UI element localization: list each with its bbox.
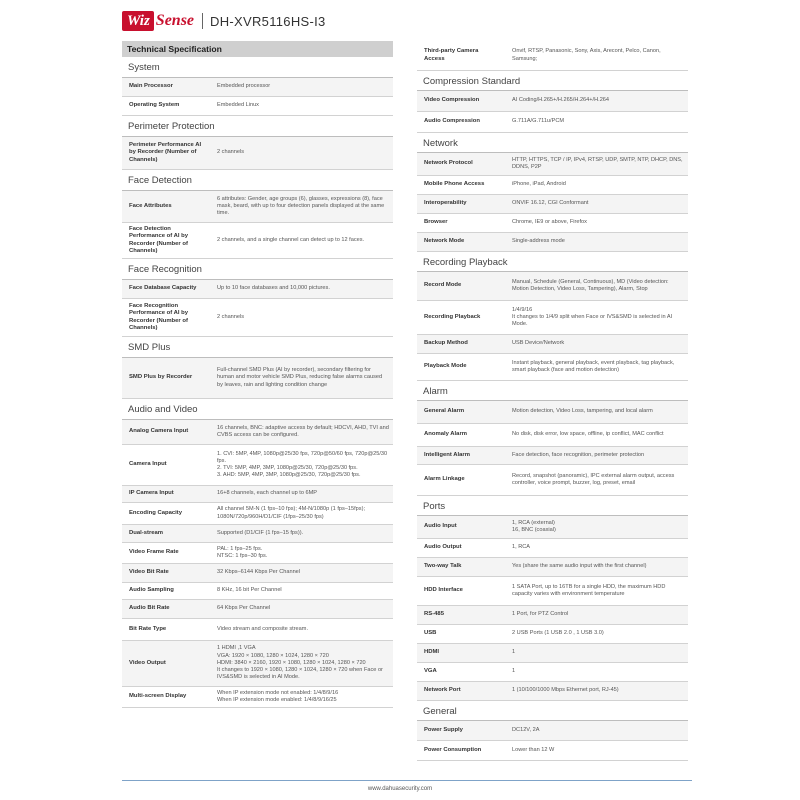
spec-row	[417, 272, 688, 301]
spec-key: HDMI	[424, 649, 440, 656]
spec-key: Network Port	[424, 687, 461, 694]
section-title: Face Recognition	[122, 259, 393, 280]
spec-value: 2 channels, and a single channel can detect up to 12 faces.	[217, 236, 365, 243]
spec-section	[417, 71, 688, 133]
section-title: Compression Standard	[417, 71, 688, 91]
spec-key: SMD Plus by Recorder	[129, 374, 193, 381]
spec-value: 6 attributes: Gender, age groups (6), glasses, expressions (8), face mask, beard, with up to four detection panels displayed at the same time.	[217, 195, 385, 217]
spec-value: USB Device/Network	[512, 340, 565, 347]
spec-row	[417, 214, 688, 233]
right-column	[417, 41, 688, 761]
spec-key: HDD Interface	[424, 587, 463, 594]
spec-value: Single-address mode	[512, 238, 565, 245]
spec-key: Operating System	[129, 102, 180, 109]
section-title: System	[122, 57, 393, 78]
spec-value: Lower than 12 W	[512, 746, 555, 753]
spec-value: 2 USB Ports (1 USB 2.0 , 1 USB 3.0)	[512, 630, 604, 637]
spec-row	[122, 97, 393, 116]
spec-row	[122, 525, 393, 543]
spec-key: Analog Camera Input	[129, 428, 189, 435]
spec-value: 2 channels	[217, 149, 245, 156]
spec-row	[122, 78, 393, 97]
spec-row	[417, 644, 688, 663]
spec-row	[122, 223, 393, 259]
spec-value: Onvif, RTSP, Panasonic, Sony, Axis, Arecont, Pelco, Canon, Samsung;	[512, 48, 661, 62]
spec-key: Alarm Linkage	[424, 476, 465, 483]
spec-key: Intelligent Alarm	[424, 451, 470, 458]
spec-key: Power Supply	[424, 726, 463, 733]
spec-value: Record, snapshot (panoramic), IPC external alarm output, access controller, voice prompt, buzzer, log, preset, email	[512, 472, 675, 486]
logo-wiz: Wiz	[122, 11, 154, 31]
spec-value: 2 channels	[217, 313, 245, 320]
spec-value: ONVIF 16.12, CGI Conformant	[512, 200, 589, 207]
header-divider	[202, 13, 203, 29]
spec-row	[417, 424, 688, 447]
spec-key: Video Compression	[424, 97, 480, 104]
spec-key: Multi-screen Display	[129, 693, 187, 700]
spec-key: Playback Mode	[424, 363, 467, 370]
spec-value: 1 Port, for PTZ Control	[512, 611, 569, 618]
spec-row	[417, 112, 688, 133]
spec-value: PAL: 1 fps–25 fps. NTSC: 1 fps–30 fps.	[217, 545, 268, 559]
spec-value: 1	[512, 649, 516, 656]
logo-sense: Sense	[155, 12, 195, 29]
spec-key: Video Frame Rate	[129, 549, 179, 556]
spec-row	[122, 564, 393, 583]
spec-value: Supported (D1/CIF (1 fps–15 fps)).	[217, 529, 304, 536]
spec-key: Record Mode	[424, 282, 462, 289]
spec-value: Motion detection, Video Loss, tampering, and local alarm	[512, 408, 653, 415]
spec-value: DC12V, 2A	[512, 726, 540, 733]
footer-url: www.dahuasecurity.com	[367, 786, 433, 792]
spec-value: Full-channel SMD Plus (AI by recorder), secondary filtering for human and motor vehicle SMD Plus, reducing false alarms caused by leaves, rain and lighting condition change	[217, 367, 383, 388]
spec-key: Browser	[424, 219, 448, 226]
section-title: General	[417, 701, 688, 721]
spec-value: Manual, Schedule (General, Continuous), MD (Video detection: Motion Detection, Video Loss, Tampering), Alarm, Stop	[512, 278, 669, 292]
section-title: Audio and Video	[122, 399, 393, 420]
spec-key: USB	[424, 630, 437, 637]
spec-section	[122, 57, 393, 116]
model-name: DH-XVR5116HS-I3	[210, 13, 326, 29]
spec-key: IP Camera Input	[129, 490, 174, 497]
spec-value: Face detection, face recognition, perimeter protection	[512, 451, 645, 458]
spec-section	[417, 381, 688, 496]
spec-row	[122, 358, 393, 399]
spec-key: Audio Sampling	[129, 587, 174, 594]
spec-value: Embedded Linux	[217, 102, 259, 109]
spec-value: Video stream and composite stream.	[217, 625, 308, 632]
spec-value: AI Coding/H.265+/H.265/H.264+/H.264	[512, 97, 610, 104]
section-title: Face Detection	[122, 170, 393, 191]
spec-value: 1 SATA Port, up to 16TB for a single HDD, the maximum HDD capacity varies with environment temperature	[512, 583, 666, 597]
spec-value: G.711A/G.711u/PCM	[512, 118, 565, 125]
spec-value: No disk, disk error, low space, offline, ip conflict, MAC conflict	[512, 431, 664, 438]
spec-section	[122, 259, 393, 337]
spec-value: 8 KHz, 16 bit Per Channel	[217, 587, 282, 594]
spec-row	[417, 41, 688, 71]
spec-row	[417, 176, 688, 195]
spec-row	[417, 741, 688, 761]
spec-row	[417, 682, 688, 701]
spec-row	[122, 420, 393, 445]
spec-section	[122, 170, 393, 259]
spec-key: Face Database Capacity	[129, 285, 197, 292]
main-heading: Technical Specification	[122, 41, 393, 57]
spec-key: Encoding Capacity	[129, 509, 183, 516]
spec-value: 32 Kbps–6144 Kbps Per Channel	[217, 569, 301, 576]
spec-row	[122, 641, 393, 687]
spec-key: Face Recognition Performance of AI by Recorder (Number of Channels)	[129, 303, 189, 331]
spec-value: HTTP, HTTPS, TCP / IP, IPv4, RTSP, UDP, SMTP, NTP, DHCP, DNS, DDNS, P2P	[512, 156, 683, 170]
spec-key: Power Consumption	[424, 746, 482, 753]
spec-key: Face Attributes	[129, 202, 172, 209]
spec-value: Yes (share the same audio input with the first channel)	[512, 563, 647, 570]
spec-key: Two-way Talk	[424, 563, 462, 570]
spec-value: 1	[512, 668, 516, 675]
spec-row	[122, 600, 393, 619]
spec-value: 16+8 channels, each channel up to 6MP	[217, 490, 317, 497]
section-title: SMD Plus	[122, 337, 393, 358]
spec-row	[417, 447, 688, 465]
spec-row	[122, 486, 393, 503]
spec-key: Audio Bit Rate	[129, 605, 170, 612]
spec-key: Bit Rate Type	[129, 625, 167, 632]
spec-row	[417, 606, 688, 625]
spec-section	[122, 337, 393, 399]
spec-value: 1, RCA	[512, 544, 531, 551]
spec-row	[417, 663, 688, 682]
spec-key: Dual-stream	[129, 529, 164, 536]
spec-key: Video Bit Rate	[129, 569, 169, 576]
spec-key: Video Output	[129, 659, 166, 666]
spec-key: Network Mode	[424, 238, 465, 245]
spec-value: Embedded processor	[217, 83, 271, 90]
spec-value: All channel 5M-N (1 fps–10 fps); 4M-N/1080p (1 fps–15fps); 1080N/720p/960H/D1/CIF (1fps–25/30 fps)	[217, 506, 365, 520]
footer-divider	[122, 780, 692, 781]
spec-key: Audio Output	[424, 544, 462, 551]
spec-row	[122, 191, 393, 223]
spec-row	[122, 503, 393, 525]
spec-row	[417, 465, 688, 496]
spec-key: Main Processor	[129, 83, 173, 90]
section-title: Recording Playback	[417, 252, 688, 272]
spec-row	[417, 401, 688, 424]
spec-value: 64 Kbps Per Channel	[217, 605, 271, 612]
spec-row	[417, 335, 688, 354]
spec-key: Anomaly Alarm	[424, 431, 467, 438]
spec-row	[417, 516, 688, 539]
spec-value: 1 (10/100/1000 Mbps Ethernet port, RJ-45)	[512, 687, 619, 694]
spec-row	[417, 195, 688, 214]
spec-key: Backup Method	[424, 340, 468, 347]
spec-row	[417, 539, 688, 558]
spec-key: Mobile Phone Access	[424, 181, 485, 188]
section-title: Network	[417, 133, 688, 153]
spec-row	[122, 543, 393, 564]
spec-value: 1 HDMI ,1 VGA VGA: 1920 × 1080, 1280 × 1024, 1280 × 720 HDMI: 3840 × 2160, 1920 × 1080, 1280 × 1024, 1280 × 720 It changes to 1920 × 1080, 1280 × 1024, 1280 × 720 when Face or IVS&SMD is selected in AI Mode.	[217, 645, 383, 681]
spec-value: Up to 10 face databases and 10,000 pictures.	[217, 285, 330, 292]
spec-section	[417, 701, 688, 761]
spec-section	[122, 116, 393, 170]
spec-value: 16 channels, BNC: adaptive access by default; HDCVI, AHD, TVI and CVBS access can be configured.	[217, 424, 389, 438]
spec-value: 1, RCA (external) 16, BNC (coaxial)	[512, 519, 556, 533]
spec-row	[417, 354, 688, 381]
spec-key: Third-party Camera Access	[424, 48, 479, 62]
spec-value: 1/4/9/16 It changes to 1/4/9 split when Face or IVS&SMD is selected in AI Mode.	[512, 306, 673, 328]
spec-row	[122, 280, 393, 299]
spec-key: Audio Input	[424, 523, 457, 530]
spec-row	[122, 445, 393, 486]
section-title: Ports	[417, 496, 688, 516]
spec-key: Face Detection Performance of AI by Recorder (Number of Channels)	[129, 226, 189, 254]
spec-key: General Alarm	[424, 408, 465, 415]
spec-value: Chrome, IE9 or above, Firefox	[512, 219, 587, 226]
left-column	[122, 41, 393, 708]
spec-key: Camera Input	[129, 461, 167, 468]
spec-row	[417, 233, 688, 252]
spec-row	[417, 153, 688, 176]
spec-section	[417, 252, 688, 381]
spec-row	[122, 687, 393, 708]
spec-value: 1. CVI: 5MP, 4MP, 1080p@25/30 fps, 720p@50/60 fps, 720p@25/30 fps. 2. TVI: 5MP, 4MP, 3MP, 1080p@25/30, 720p@25/30 fps. 3. AHD: 5MP, 4MP, 3MP, 1080p@25/30, 720p@25/30 fps.	[217, 450, 388, 479]
spec-row	[417, 721, 688, 741]
spec-key: VGA	[424, 668, 437, 675]
spec-key: Interoperability	[424, 200, 467, 207]
spec-row	[122, 137, 393, 170]
spec-section	[417, 496, 688, 701]
spec-row	[417, 625, 688, 644]
spec-row	[417, 301, 688, 335]
spec-row	[122, 583, 393, 600]
spec-row	[122, 619, 393, 641]
spec-section	[417, 133, 688, 252]
spec-row	[417, 577, 688, 606]
spec-section	[122, 399, 393, 708]
spec-key: Network Protocol	[424, 160, 473, 167]
section-title: Alarm	[417, 381, 688, 401]
spec-key: RS-485	[424, 611, 444, 618]
spec-value: iPhone, iPad, Android	[512, 181, 566, 188]
spec-value: Instant playback, general playback, event playback, tag playback, smart playback (face and motion detection)	[512, 359, 675, 373]
spec-row	[417, 91, 688, 112]
spec-key: Perimeter Performance AI by Recorder (Number of Channels)	[129, 142, 202, 163]
spec-key: Audio Compression	[424, 118, 480, 125]
spec-row	[122, 299, 393, 337]
spec-row	[417, 558, 688, 577]
section-title: Perimeter Protection	[122, 116, 393, 137]
brand-logo	[122, 10, 194, 32]
spec-key: Recording Playback	[424, 313, 481, 320]
spec-value: When IP extension mode not enabled: 1/4/8/9/16 When IP extension mode enabled: 1/4/8/9/16/25	[217, 689, 339, 703]
header	[122, 8, 326, 34]
